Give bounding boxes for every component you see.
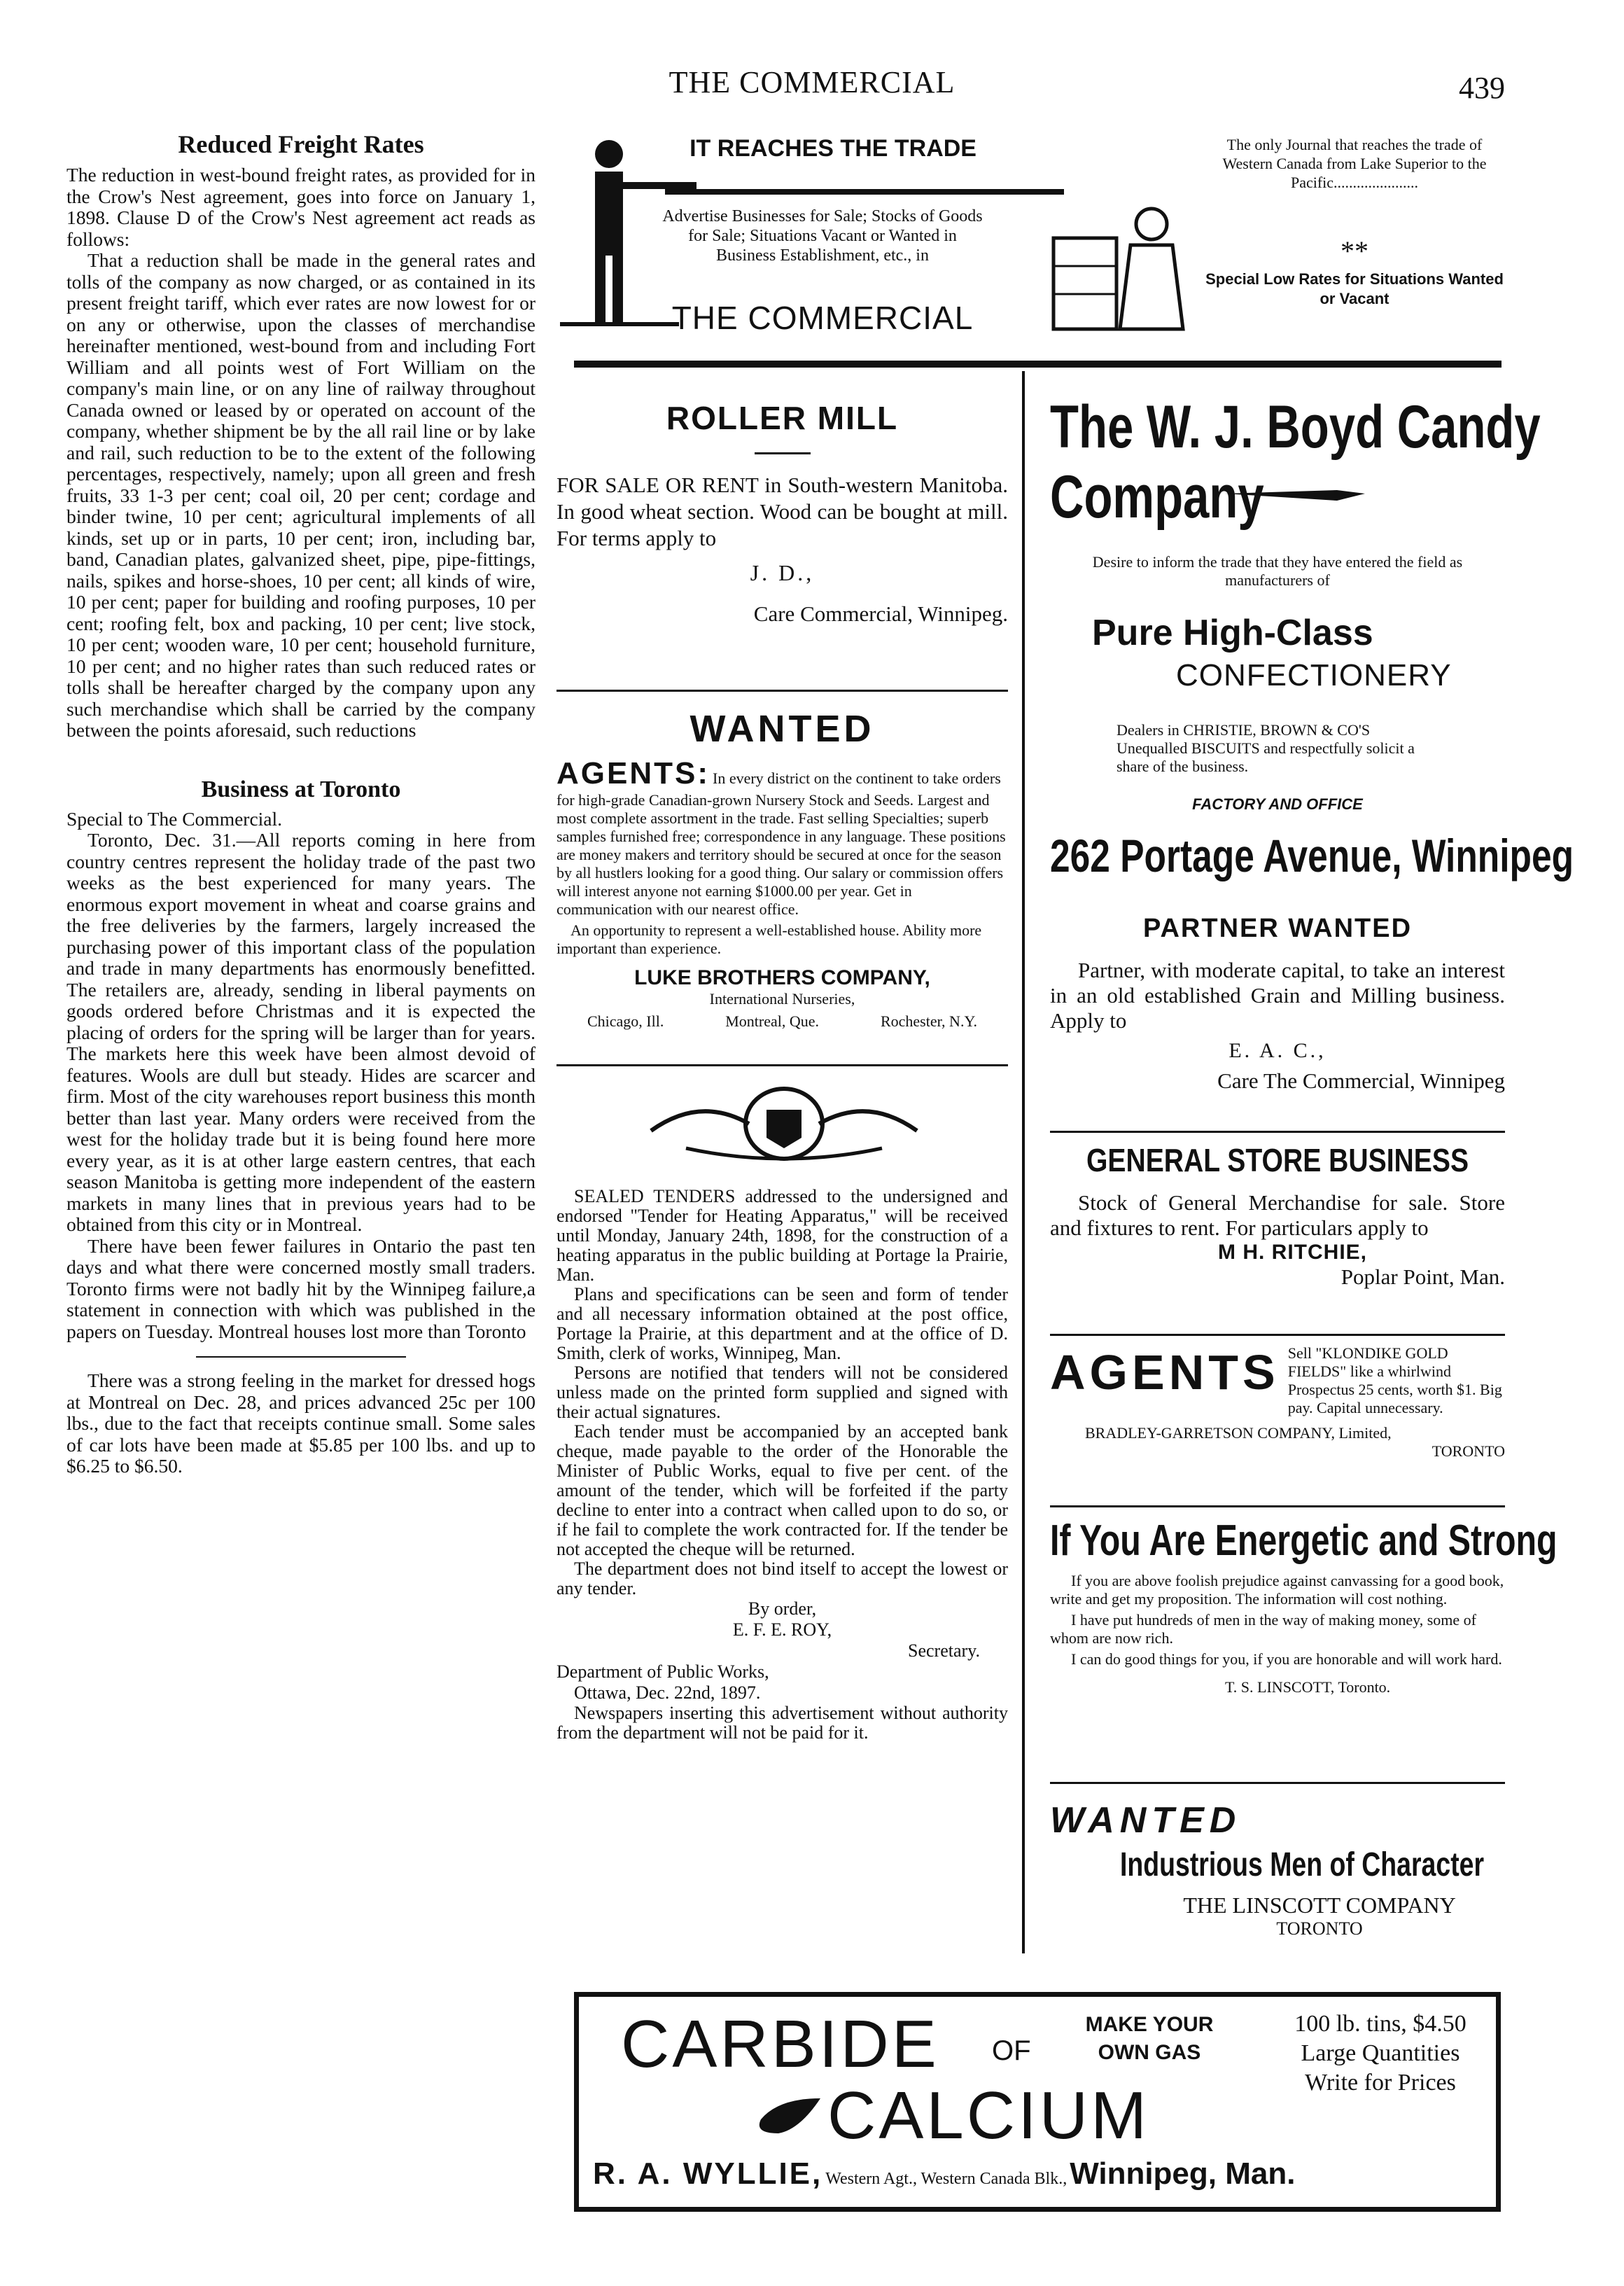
page-number: 439 [1459,71,1505,105]
boyd-candy-ad [1050,392,1574,882]
reader-woman-figure [1040,189,1186,336]
trade-ad [556,130,1508,361]
tender-dept: Department of Public Works, [556,1661,769,1682]
boyd-factory: FACTORY AND OFFICE [1192,795,1363,813]
trade-middle-text: Advertise Businesses for Sale; Stocks of Goods for Sale; Situations Vacant or Wanted in Business Establishment, etc., in [662,207,983,265]
boyd-line2: Company [1050,464,1264,531]
trade-headline: IT REACHES THE TRADE [690,135,976,162]
luke-cities [556,1012,1008,1031]
wanted-note: An opportunity to represent a well-established house. Ability more important than experience. [556,921,982,957]
energetic-ad [1050,1516,1558,1696]
column-divider [1022,371,1025,1953]
trade-right-text: The only Journal that reaches the trade of Western Canada from Lake Superior to the Pacific...................... [1222,136,1487,191]
divider [574,361,1502,368]
wanted-agents-ad [556,707,1008,1031]
klondike-agents-ad [1050,1344,1505,1461]
roller-mill-initials: J. D., [750,560,815,585]
partner-initials: E. A. C., [1228,1039,1326,1062]
make-your: MAKE YOUR [1085,2013,1214,2036]
carbide-ad [574,1992,1501,2212]
carbide-prices [1272,2009,1489,2098]
partner-title: PARTNER WANTED [1142,914,1413,943]
wanted2-company: THE LINSCOTT COMPANY [1183,1893,1456,1918]
wanted-title: WANTED [690,708,875,750]
pen-stroke-decoration [1225,476,1365,511]
roller-mill-care: Care Commercial, Winnipeg. [753,601,1008,626]
agents-body: Sell "KLONDIKE GOLD FIELDS" like a whirlwind Prospectus 25 cents, worth $1. Big pay. Capital unnecessary. [1287,1344,1502,1416]
general-place: Poplar Point, Man. [1340,1264,1505,1289]
trade-stars: ** [1340,235,1368,267]
calcium-word: CALCIUM [827,2078,1150,2153]
tender-p6: Newspapers inserting this advertisement without authority from the department will not be paid for it. [556,1703,1013,1743]
carbide-large: Large Quantities [1301,2040,1460,2066]
trade-commercial-name: THE COMMERCIAL [671,300,974,336]
city-rochester: Rochester, N.Y. [880,1012,977,1030]
article-body-hogs: There was a strong feeling in the market for dressed hogs at Montreal on Dec. 28, and prices advanced 25c per 100 lbs., due to the fact that receipts continue small. Some sales of car lots have been made at $5.85 per 100 lbs. and up to $6.25 to $6.50. [66,1369,540,1477]
agents-city: TORONTO [1432,1442,1505,1460]
article-heading-toronto: Business at Toronto [201,776,401,802]
energetic-p2: I have put hundreds of men in the way of making money, some of whom are now rich. [1050,1611,1476,1647]
boyd-confectionery: CONFECTIONERY [1176,658,1452,692]
article-body-toronto: Toronto, Dec. 31.—All reports coming in here from country centres represent the holiday trade of the past two weeks as the best experienced for many years. The enormous export movement in wheat and coarse grains and the free deliveries by the farmers, largely increased the purchasing power of this important class of the population and trade in many departments has enormously benefitted. The retailers are, already, sending in liberal payments on goods ordered before Christmas and it is expected the placing of orders for the spring will be larger than for years. The markets here this week have been almost devoid of features. Wools are dull but steady. Hides are scarcer and firm. Most of the city warehouses report business this month better than last year. Many orders were received from the west for the holiday trade but it is being found here more every year, as it is at other large eastern centres, that each season Manitoba is getting more independent of the eastern markets in many lines that in previous years had to be obtained from this city or in Montreal. [66,829,540,1235]
energetic-p1: If you are above foolish prejudice against canvassing for a good book, write and get my proposition. The information will cost nothing. [1050,1572,1504,1608]
tender-p5: The department does not bind itself to accept the lowest or any tender. [556,1559,1013,1598]
city-montreal: Montreal, Que. [725,1012,820,1030]
luke-sub: International Nurseries, [709,990,855,1008]
agents-company: BRADLEY-GARRETSON COMPANY, Limited, [1085,1424,1392,1442]
wanted2-sub: Industrious Men of Character [1120,1846,1485,1883]
energetic-title: If You Are Energetic and Strong [1050,1517,1558,1565]
tender-date: Ottawa, Dec. 22nd, 1897. [574,1682,761,1703]
partner-body: Partner, with moderate capital, to take an interest in an old established Grain and Milling business. Apply to [1050,958,1511,1033]
partner-care: Care The Commercial, Winnipeg [1217,1068,1505,1093]
general-title: GENERAL STORE BUSINESS [1086,1142,1469,1178]
wanted2-title: WANTED [1050,1800,1242,1841]
linscott-wanted-ad [1050,1799,1505,1939]
divider [1050,1334,1505,1336]
carbide-word: CARBIDE [621,2007,939,2082]
wanted-body: In every district on the continent to take orders for high-grade Canadian-grown Nursery Stock and Seeds. Largest and most complete assortment in the trade. Fast selling Specialties; superb samples furnished free; correspondence in any language. These positions are money makers and territory should be secured at once for the season by all hustlers looking for a good thing. Our salary or commission offers will interest anyone not earning $1000.00 per year. Get in communication with our nearest office. [556,769,1006,918]
pointer-bar [665,189,1064,195]
wyllie-city: Winnipeg, Man. [1070,2156,1296,2191]
luke-company: LUKE BROTHERS COMPANY, [634,966,930,989]
energetic-p3: I can do good things for you, if you are honorable and will work hard. [1071,1650,1502,1668]
divider [755,452,811,454]
wanted2-city: TORONTO [1276,1918,1363,1939]
divider [1050,1782,1505,1784]
coat-of-arms-emblem [644,1082,924,1166]
carbide-write: Write for Prices [1305,2070,1456,2096]
article-intro-freight: The reduction in west-bound freight rates, as provided for in the Crow's Nest agreement, goes into force on January 1, 1898. Clause D of the Crow's Nest agreement act reads as follows: [66,164,540,250]
agents-title: AGENTS [1050,1345,1280,1400]
boyd-line1: The W. J. Boyd Candy [1050,393,1541,461]
divider [1050,1131,1505,1133]
trade-special-rates: Special Low Rates for Situations Wanted or Vacant [1205,270,1504,307]
wyllie-agt: Western Agt., Western Canada Blk., [825,2170,1068,2188]
own-gas: OWN GAS [1098,2041,1201,2064]
carbide-of: OF [992,2035,1031,2066]
article-heading-freight: Reduced Freight Rates [178,130,424,158]
general-body: Stock of General Merchandise for sale. Store and fixtures to rent. For particulars apply to [1050,1190,1511,1240]
carbide-tins: 100 lb. tins, $4.50 [1294,2011,1466,2037]
divider [556,1064,1008,1066]
city-chicago: Chicago, Ill. [587,1012,664,1030]
article-body-toronto-2: There have been fewer failures in Ontario the past ten days and what there were concerned mostly small traders. Toronto firms were not badly hit by the Winnipeg failure,a statement in connection with which was published in the papers on Tuesday. Montreal houses lost more than Toronto [66,1234,540,1342]
tender-p4: Each tender must be accompanied by an accepted bank cheque, made payable to the order of the Honorable the Minister of Public Works, equal to five per cent. of the amount of the tender, which will be forfeited if the party decline to enter into a contract when called upon to do so, or if he fail to complete the work contracted for. If the tender be not accepted the cheque will be returned. [556,1421,1013,1559]
tender-p3: Persons are notified that tenders will not be considered unless made on the printed form supplied and signed with their actual signatures. [556,1362,1013,1422]
roller-mill-body: FOR SALE OR RENT in South-western Manitoba. In good wheat section. Wood can be bought at mill. For terms apply to [556,473,1014,550]
general-store-ad [1050,1141,1511,1290]
energetic-sig: T. S. LINSCOTT, Toronto. [1225,1678,1391,1696]
boyd-address: 262 Portage Avenue, Winnipeg [1050,830,1574,881]
article-special: Special to The Commercial. [66,807,283,830]
divider [1050,1505,1505,1507]
tender-secretary: Secretary. [908,1640,980,1661]
roller-mill-title: ROLLER MILL [666,400,899,436]
carbide-footer [593,2156,1482,2191]
boyd-desire: Desire to inform the trade that they have entered the field as manufacturers of [1092,553,1463,589]
article-body-freight: That a reduction shall be made in the general rates and tolls of the company as now charged, or as contained in its present freight tariff, which ever rates are now lowest for or on any or otherwise, upon the classes of merchandise hereinafter mentioned, west-bound from and including Fort William and all points west of Fort William on the company's main line, or on any line of railway throughout Canada owned or leased by or operated on account of the company, whether shipment be by the all rail line or by lake and rail, such reduction to be to the extent of the following percentages, respectively, namely; upon all green and fresh fruits, 33 1-3 per cent; coal oil, 20 per cent; cordage and binder twine, 10 per cent; agricultural implements of all kinds, set up or in parts, 10 per cent; iron, including bar, band, Canadian plates, galvanized sheet, pipe, pipe-fittings, nails, spikes and horse-shoes, 10 per cent; all kinds of wire, 10 per cent; paper for building and roofing purposes, 10 per cent; roofing felt, box and packing, 10 per cent; live stock, 10 per cent; wooden ware, 10 per cent; household furniture, 10 per cent; and no higher rates than such reduced rates or tolls shall be hereafter charged by the company upon any such merchandise which shall be carried by the company between the points aforesaid, such reductions [66,249,540,741]
boyd-pure: Pure High-Class [1092,613,1373,653]
agents-label: AGENTS: [556,756,710,790]
wyllie-name: R. A. WYLLIE, [593,2156,823,2191]
partner-wanted-ad [1050,914,1511,1094]
divider [196,1356,406,1358]
tender-p1: SEALED TENDERS addressed to the undersigned and endorsed "Tender for Heating Apparatus," will be received until Monday, January 24th, 1898, for the construction of a heating apparatus in the public building at Portage la Prairie, Man. [556,1186,1013,1285]
page-title: THE COMMERCIAL [668,65,955,99]
make-gas [1072,2011,1226,2067]
tender-p2: Plans and specifications can be seen and form of tender and all necessary information obtained at the post office, Portage la Prairie, at this department and at the office of D. Smith, clerk of works, Winnipeg, Man. [556,1284,1013,1363]
tender-signer: E. F. E. ROY, [732,1619,832,1640]
tender-by-order: By order, [748,1598,817,1619]
tenders-notice [556,1186,1013,1743]
boyd-dealers: Dealers in CHRISTIE, BROWN & CO'S Unequalled BISCUITS and respectfully solicit a share of the business. [1116,721,1415,775]
divider [556,690,1008,692]
roller-mill-ad [556,399,1014,627]
general-name: M H. RITCHIE, [1218,1241,1367,1264]
swoosh-decoration [750,2091,827,2140]
column-left [66,130,540,1477]
